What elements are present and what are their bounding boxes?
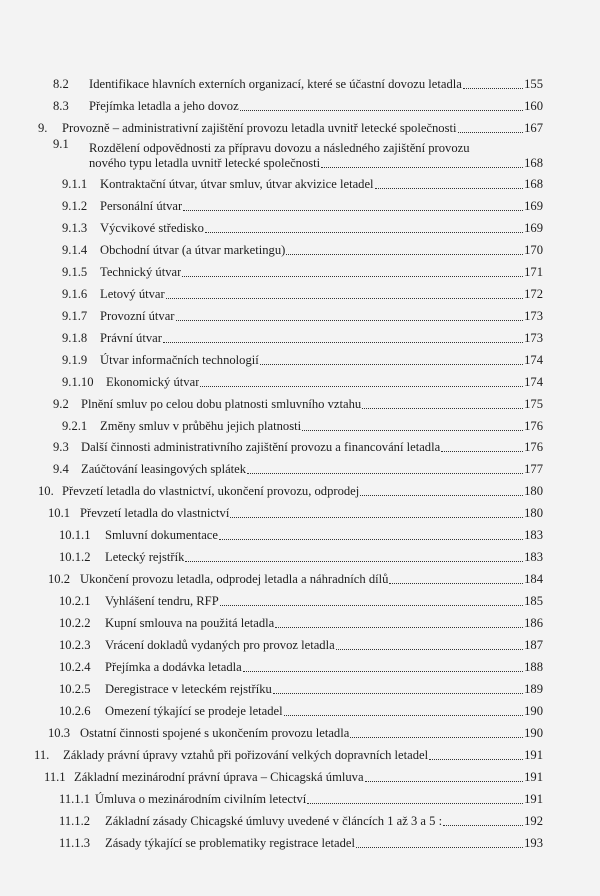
toc-entry-9-1-3 [62, 216, 543, 236]
toc-entry-9-1-2 [62, 194, 543, 214]
toc-number: 9.4 [53, 462, 69, 476]
toc-page-number: 190 [524, 704, 543, 718]
toc-number: 9.1.1 [62, 177, 88, 191]
toc-leader [336, 648, 523, 650]
toc-page-number: 175 [524, 397, 543, 411]
toc-page-number: 185 [524, 594, 543, 608]
toc-entry-11-1-1 [59, 787, 543, 807]
toc-number: 10.3 [48, 726, 71, 740]
toc-entry-10-2-6 [59, 699, 543, 719]
toc-leader [163, 341, 523, 343]
toc-entry-10-2-1 [59, 589, 543, 609]
toc-leader [230, 516, 523, 518]
toc-entry-9-1-7 [62, 304, 543, 324]
toc-leader [240, 109, 523, 111]
toc-number: 11.1.3 [59, 836, 91, 850]
toc-entry-9-1-1 [62, 172, 543, 192]
toc-title: Vyhlášení tendru, RFP [105, 594, 219, 608]
toc-entry-10 [38, 479, 543, 499]
toc-page-number: 155 [524, 77, 543, 91]
toc-entry-11 [34, 743, 543, 763]
toc-leader [350, 736, 523, 738]
toc-entry-9-1 [53, 137, 543, 171]
toc-page-number: 160 [524, 99, 543, 113]
toc-number: 9.1.4 [62, 243, 88, 257]
toc-entry-9-1-8 [62, 326, 543, 346]
toc-leader [182, 275, 523, 277]
toc-page-number: 191 [524, 792, 543, 806]
toc-number: 9. [38, 121, 48, 135]
toc-page-number: 183 [524, 528, 543, 542]
toc-entry-10-1 [48, 501, 543, 521]
toc-page-number: 191 [524, 748, 543, 762]
toc-number: 8.2 [53, 77, 69, 91]
toc-title: Přejímka a dodávka letadla [105, 660, 242, 674]
toc-entry-8-3 [53, 94, 543, 114]
toc-title: Ukončení provozu letadla, odprodej letadla a náhradních dílů [80, 572, 389, 586]
toc-page-number: 189 [524, 682, 543, 696]
toc-entry-9 [38, 116, 543, 136]
toc-page-number: 172 [524, 287, 543, 301]
toc-title: Letový útvar [100, 287, 165, 301]
toc-leader [365, 780, 524, 782]
toc-title-block [89, 141, 543, 171]
toc-page-number: 190 [524, 726, 543, 740]
toc-leader [321, 166, 523, 168]
toc-page-number: 167 [524, 121, 543, 135]
toc-title: Obchodní útvar (a útvar marketingu) [100, 243, 286, 257]
toc-entry-9-1-9 [62, 348, 543, 368]
toc-title-line-2-row [89, 156, 543, 171]
toc-page-number: 176 [524, 419, 543, 433]
toc-number: 10.2.4 [59, 660, 91, 674]
toc-entry-10-1-2 [59, 545, 543, 565]
toc-leader [243, 670, 523, 672]
toc-leader [362, 407, 523, 409]
toc-leader [307, 802, 523, 804]
toc-entry-9-4 [53, 457, 543, 477]
toc-title: Přejímka letadla a jeho dovoz [89, 99, 239, 113]
toc-leader [260, 363, 523, 365]
toc-title: Základní mezinárodní právní úprava – Chicagská úmluva [74, 770, 364, 784]
toc-page-number: 180 [524, 506, 543, 520]
toc-entry-9-2 [53, 392, 543, 412]
toc-page-number: 169 [524, 199, 543, 213]
toc-entry-9-1-10 [62, 370, 543, 390]
toc-leader [219, 538, 523, 540]
toc-page-number: 173 [524, 331, 543, 345]
toc-page-number: 180 [524, 484, 543, 498]
toc-leader [275, 626, 523, 628]
toc-title: Deregistrace v leteckém rejstříku [105, 682, 272, 696]
toc-title-line-2: nového typu letadla uvnitř letecké společnosti [89, 156, 321, 170]
toc-title: Výcvikové středisko [100, 221, 204, 235]
toc-title: Omezení týkající se prodeje letadel [105, 704, 283, 718]
toc-title: Personální útvar [100, 199, 183, 213]
toc-title: Převzetí letadla do vlastnictví, ukončení provozu, odprodej [62, 484, 360, 498]
toc-number: 10.2 [48, 572, 71, 586]
toc-page-number: 186 [524, 616, 543, 630]
toc-entry-11-1-2 [59, 809, 543, 829]
toc-number: 10.1.1 [59, 528, 91, 542]
toc-title: Ekonomický útvar [106, 375, 200, 389]
toc-leader [185, 560, 523, 562]
toc-number: 9.1.6 [62, 287, 88, 301]
toc-leader [220, 604, 523, 606]
toc-page-number: 168 [524, 156, 543, 170]
toc-entry-9-1-4 [62, 238, 543, 258]
toc-page-number: 168 [524, 177, 543, 191]
toc-number: 10.2.5 [59, 682, 91, 696]
toc-number: 9.1.7 [62, 309, 88, 323]
toc-entry-8-2 [53, 72, 543, 92]
toc-leader [443, 824, 523, 826]
toc-entry-10-2-5 [59, 677, 543, 697]
toc-leader [284, 714, 523, 716]
toc-number: 11.1.2 [59, 814, 91, 828]
toc-entry-11-1-3 [59, 831, 543, 851]
toc-leader [463, 87, 523, 89]
toc-page-number: 183 [524, 550, 543, 564]
toc-number: 9.1.9 [62, 353, 88, 367]
toc-number: 9.1.2 [62, 199, 88, 213]
toc-page-number: 174 [524, 353, 543, 367]
toc-leader [356, 846, 523, 848]
toc-page-number: 193 [524, 836, 543, 850]
toc-title: Úmluva o mezinárodním civilním letectví [95, 792, 307, 806]
toc-page-number: 174 [524, 375, 543, 389]
toc-leader [183, 209, 523, 211]
toc-number: 10.2.3 [59, 638, 91, 652]
toc-entry-10-3 [48, 721, 543, 741]
toc-number: 11.1.1 [59, 792, 91, 806]
toc-number: 11.1 [44, 770, 66, 784]
toc-title: Kontraktační útvar, útvar smluv, útvar akvizice letadel [100, 177, 374, 191]
toc-title: Smluvní dokumentace [105, 528, 218, 542]
toc-title: Převzetí letadla do vlastnictví [80, 506, 230, 520]
toc-title: Vrácení dokladů vydaných pro provoz letadla [105, 638, 335, 652]
toc-leader [458, 131, 524, 133]
toc-leader [441, 450, 523, 452]
toc-leader [273, 692, 523, 694]
toc-entry-10-2-2 [59, 611, 543, 631]
toc-entry-10-2-3 [59, 633, 543, 653]
toc-number: 10.2.2 [59, 616, 91, 630]
toc-page-number: 192 [524, 814, 543, 828]
toc-title: Kupní smlouva na použitá letadla [105, 616, 275, 630]
toc-leader [389, 582, 523, 584]
toc-entry-10-2-4 [59, 655, 543, 675]
toc-title: Provozně – administrativní zajištění provozu letadla uvnitř letecké společnosti [62, 121, 457, 135]
toc-page-number: 169 [524, 221, 543, 235]
toc-page-number: 188 [524, 660, 543, 674]
toc-entry-9-1-6 [62, 282, 543, 302]
toc-page-number: 171 [524, 265, 543, 279]
toc-page-number: 177 [524, 462, 543, 476]
toc-title: Základy právní úpravy vztahů při pořizování velkých dopravních letadel [63, 748, 429, 762]
toc-title: Identifikace hlavních externích organizací, které se účastní dovozu letadla [89, 77, 462, 91]
toc-number: 9.2 [53, 397, 69, 411]
toc-leader [205, 231, 523, 233]
toc-page-number: 187 [524, 638, 543, 652]
toc-page-number: 170 [524, 243, 543, 257]
toc-number: 8.3 [53, 99, 69, 113]
toc-entry-10-2 [48, 567, 543, 587]
toc-number: 9.3 [53, 440, 69, 454]
toc-title: Ostatní činnosti spojené s ukončením provozu letadla [80, 726, 350, 740]
toc-number: 10.2.6 [59, 704, 91, 718]
toc-number: 10. [38, 484, 54, 498]
toc-number: 9.2.1 [62, 419, 88, 433]
toc-entry-11-1 [44, 765, 543, 785]
toc-leader [200, 385, 523, 387]
toc-title: Útvar informačních technologií [100, 353, 259, 367]
toc-number: 10.1.2 [59, 550, 91, 564]
toc-title: Základní zásady Chicagské úmluvy uvedené v článcích 1 až 3 a 5 : [105, 814, 443, 828]
toc-number: 11. [34, 748, 50, 762]
toc-leader [375, 187, 524, 189]
toc-leader [429, 758, 523, 760]
toc-number: 10.2.1 [59, 594, 91, 608]
toc-title: Právní útvar [100, 331, 162, 345]
toc-number: 10.1 [48, 506, 71, 520]
toc-page-number: 176 [524, 440, 543, 454]
toc-leader [302, 429, 523, 431]
toc-entry-9-2-1 [62, 414, 543, 434]
toc-leader [176, 319, 524, 321]
toc-page-number: 173 [524, 309, 543, 323]
toc-entry-9-1-5 [62, 260, 543, 280]
toc-leader [360, 494, 523, 496]
toc-page-number: 191 [524, 770, 543, 784]
toc-entry-10-1-1 [59, 523, 543, 543]
toc-title-line-1: Rozdělení odpovědnosti za přípravu dovozu a následného zajištění provozu [89, 141, 470, 155]
toc-title: Plnění smluv po celou dobu platnosti smluvního vztahu [81, 397, 362, 411]
toc-number: 9.1.10 [62, 375, 94, 389]
toc-entry-9-3 [53, 435, 543, 455]
toc-title: Technický útvar [100, 265, 182, 279]
toc-number: 9.1 [53, 137, 69, 151]
toc-title: Další činnosti administrativního zajištění provozu a financování letadla [81, 440, 441, 454]
toc-number: 9.1.3 [62, 221, 88, 235]
toc-title: Zaúčtování leasingových splátek [81, 462, 247, 476]
toc-leader [166, 297, 523, 299]
toc-title: Změny smluv v průběhu jejich platnosti [100, 419, 302, 433]
toc-number: 9.1.8 [62, 331, 88, 345]
toc-title: Zásady týkající se problematiky registrace letadel [105, 836, 356, 850]
toc-number: 9.1.5 [62, 265, 88, 279]
toc-page-number: 184 [524, 572, 543, 586]
toc-title: Letecký rejstřík [105, 550, 185, 564]
toc-title: Provozní útvar [100, 309, 175, 323]
toc-leader [247, 472, 523, 474]
toc-leader [286, 253, 523, 255]
